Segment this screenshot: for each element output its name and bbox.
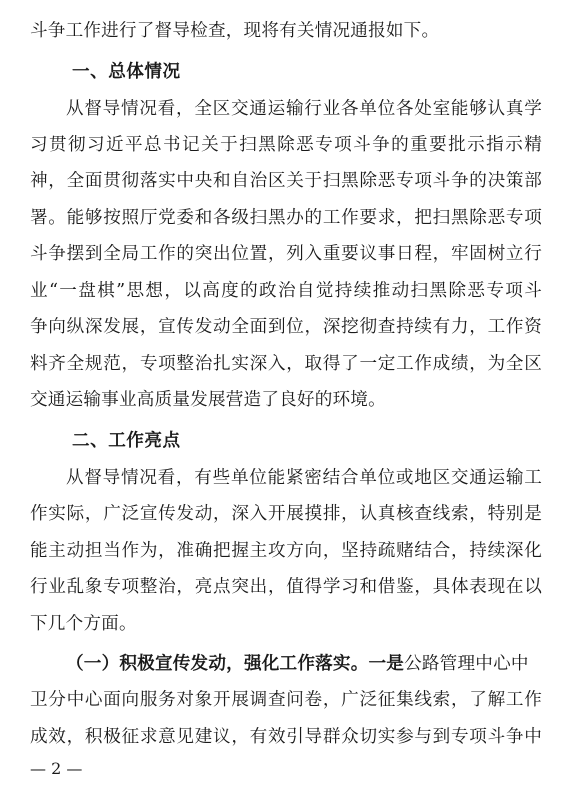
paragraph-line: 交通运输事业高质量发展营造了良好的环境。 — [30, 390, 386, 410]
paragraph-line: 卫分中心面向服务对象开展调查问卷，广泛征集线索，了解工作 — [30, 690, 542, 710]
subsection-heading: （一）积极宣传发动，强化工作落实。 — [66, 654, 369, 674]
paragraph-line: 成效，积极征求意见建议，有效引导群众切实参与到专项斗争中 — [30, 727, 542, 747]
paragraph-line: 从督导情况看，全区交通运输行业各单位各处室能够认真学 — [66, 99, 542, 119]
paragraph-line: 能主动担当作为，准确把握主攻方向，坚持疏赌结合，持续深化 — [30, 541, 542, 561]
paragraph-line: 行业乱象专项整治，亮点突出，值得学习和借鉴，具体表现在以 — [30, 577, 542, 597]
paragraph-line: 神，全面贯彻落实中央和自治区关于扫黑除恶专项斗争的决策部 — [30, 171, 542, 191]
paragraph-line: 争向纵深发展，宣传发动全面到位，深挖彻查持续有力，工作资 — [30, 317, 542, 337]
section-heading-highlights: 二、工作亮点 — [72, 431, 181, 451]
subsection-text: 公路管理中心中 — [404, 654, 529, 674]
intro-line: 斗争工作进行了督导检查，现将有关情况通报如下。 — [30, 21, 440, 41]
paragraph-line: 业“一盘棋”思想，以高度的政治自觉持续推动扫黑除恶专项斗 — [30, 281, 542, 301]
list-marker-first: 一是 — [368, 654, 405, 674]
page-number: — 2 — — [30, 759, 83, 778]
paragraph-line: 署。能够按照厅党委和各级扫黑办的工作要求，把扫黑除恶专项 — [30, 208, 542, 228]
subsection-line — [66, 653, 542, 675]
paragraph-line: 从督导情况看，有些单位能紧密结合单位或地区交通运输工 — [66, 468, 542, 488]
paragraph-line: 料齐全规范，专项整治扎实深入，取得了一定工作成绩，为全区 — [30, 354, 542, 374]
paragraph-line: 作实际，广泛宣传发动，深入开展摸排，认真核查线索，特别是 — [30, 504, 542, 524]
paragraph-line: 下几个方面。 — [30, 614, 137, 634]
paragraph-line: 斗争摆到全局工作的突出位置，列入重要议事日程，牢固树立行 — [30, 244, 542, 264]
paragraph-line: 习贯彻习近平总书记关于扫黑除恶专项斗争的重要批示指示精 — [30, 135, 542, 155]
section-heading-overview: 一、总体情况 — [72, 62, 181, 82]
